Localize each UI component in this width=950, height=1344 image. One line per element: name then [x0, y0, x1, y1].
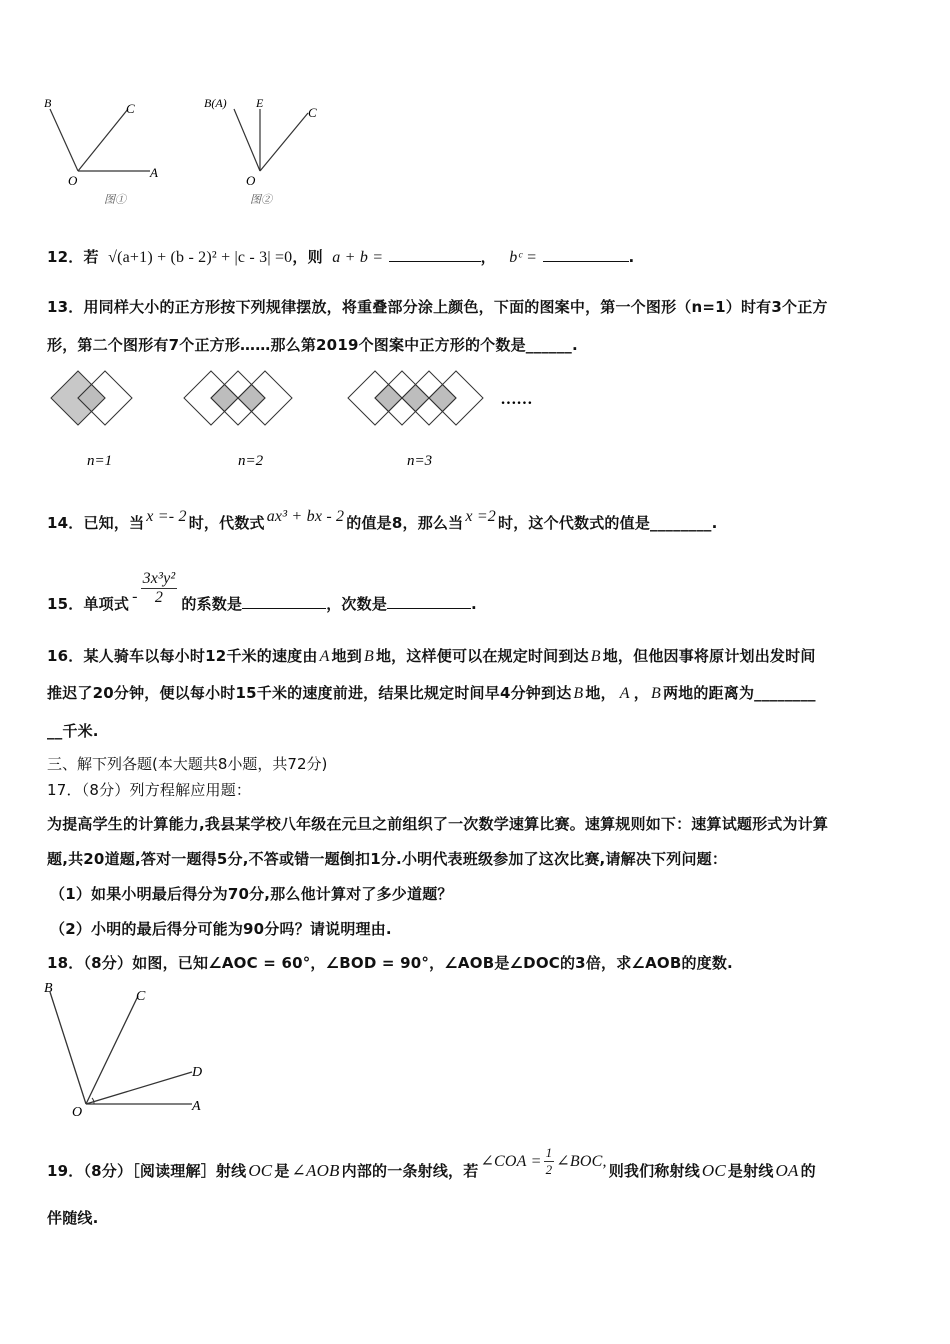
question-18: 18．（8分）如图，已知∠AOC = 60°，∠BOD = 90°，∠AOB是∠DOC的3倍，求∠AOB的度数.	[47, 954, 733, 972]
question-16-line-1	[47, 645, 816, 666]
question-17-sub-2: （2）小明的最后得分可能为90分吗？请说明理由.	[50, 920, 392, 938]
question-13-line-1: 13．用同样大小的正方形按下列规律摆放，将重叠部分涂上颜色，下面的图案中，第一个图形（n=1）时有3个正方	[47, 298, 828, 316]
q15-denominator: 2	[154, 589, 164, 606]
q16-comma: ，	[633, 684, 649, 702]
q15-numerator: 3x³y²	[142, 570, 176, 587]
question-14	[47, 508, 718, 533]
q12-expression-3: bᶜ =	[509, 249, 538, 266]
q18-label-c: C	[136, 989, 146, 1004]
q19-angle-boc: ∠BOC,	[556, 1153, 607, 1170]
q16-text-2a: 推迟了20分钟，便以每小时15千米的速度前进，结果比规定时间早4分钟到达	[47, 684, 572, 702]
question-19-line-1	[47, 1145, 816, 1178]
question-17-body-1: 为提高学生的计算能力,我县某学校八年级在元旦之前组织了一次数学速算比赛。速算规则如下：速算试题形式为计算	[47, 815, 829, 833]
q16-point-a-2: A	[619, 685, 630, 702]
q16-point-a: A	[319, 648, 330, 665]
q18-label-d: D	[192, 1065, 203, 1080]
q12-sep: ，	[480, 248, 496, 266]
fig2-label-c: C	[308, 105, 317, 120]
question-19-line-2: 伴随线.	[47, 1209, 99, 1227]
q15-end: .	[471, 595, 477, 613]
q19-oa: OA	[775, 1161, 799, 1180]
fig2-caption: 图②	[250, 194, 272, 206]
q16-point-b-3: B	[573, 685, 584, 702]
q19-angle-coa: ∠COA =	[480, 1153, 542, 1170]
q19-text-5: 是射线	[727, 1162, 774, 1180]
q19-text-2: 是	[274, 1162, 290, 1180]
q12-end: .	[628, 248, 635, 266]
q16-point-b-2: B	[590, 648, 601, 665]
fig1-label-o: O	[68, 173, 78, 188]
q16-text-1b: 地到	[331, 647, 362, 665]
fig1-label-b: B	[44, 96, 52, 110]
q18-label-b: B	[44, 981, 53, 996]
q14-math-2: ax³ + bx - 2	[266, 508, 345, 525]
q12-answer-blank-2[interactable]	[543, 247, 629, 262]
q19-oc: OC	[248, 1161, 273, 1180]
question-17-title: 17．（8分）列方程解应用题：	[47, 781, 252, 799]
fig2-label-e: E	[256, 96, 264, 110]
q16-text-1d: 地，但他因事将原计划出发时间	[602, 647, 816, 665]
q16-text-1a: 16．某人骑车以每小时12千米的速度由	[47, 647, 318, 665]
q18-label-o: O	[72, 1105, 83, 1118]
label-n1: n=1	[87, 453, 113, 469]
q15-fraction	[141, 570, 178, 607]
question-15	[47, 570, 477, 613]
q16-text-2b: 地，	[585, 684, 616, 702]
q14-math-3: x =2	[465, 508, 497, 525]
q15-answer-blank-2[interactable]	[387, 594, 471, 609]
fig2-label-o: O	[246, 173, 256, 188]
q16-point-b-4: B	[650, 685, 661, 702]
q19-half-num: 1	[545, 1145, 553, 1160]
q19-text-4: 则我们称射线	[608, 1162, 700, 1180]
q12-lead: 若	[83, 248, 99, 266]
q12-answer-blank-1[interactable]	[389, 247, 481, 262]
q15-minus: -	[132, 588, 138, 605]
fig1-label-a: A	[150, 165, 158, 180]
q15-part-3: ，次数是	[326, 595, 388, 613]
question-17-body-2: 题,共20道题,答对一题得5分,不答或错一题倒扣1分.小明代表班级参加了这次比赛,请解决下列问题：	[47, 850, 728, 868]
pattern-n3	[348, 371, 483, 425]
q14-part-3: 的值是8，那么当	[346, 514, 464, 532]
q18-label-a: A	[192, 1099, 201, 1114]
label-n3: n=3	[407, 453, 433, 469]
section-3-heading: 三、解下列各题(本大题共8小题，共72分)	[47, 755, 328, 773]
q12-expression: √(a+1) + (b - 2)² + |c - 3| =0	[108, 249, 293, 266]
q13-patterns	[45, 360, 565, 475]
pattern-ellipsis: ……	[501, 391, 533, 408]
q19-angle-aob: ∠AOB	[291, 1161, 340, 1180]
figure-1	[44, 96, 158, 206]
q14-part-1: 14．已知，当	[47, 514, 145, 532]
q19-text-6: 的	[800, 1162, 816, 1180]
q12-expression-2: a + b =	[332, 249, 384, 266]
label-n2: n=2	[238, 453, 264, 469]
q12-then: ，则	[292, 248, 323, 266]
q18-figure	[42, 978, 212, 1118]
top-figures	[40, 95, 340, 210]
q16-point-b: B	[363, 648, 374, 665]
fig1-label-c: C	[126, 101, 135, 116]
q12-number: 12．	[47, 248, 84, 266]
pattern-n1	[51, 371, 132, 425]
fig1-caption: 图①	[104, 194, 126, 206]
q14-math-1: x =- 2	[146, 508, 187, 525]
q14-part-4: 时，这个代数式的值是________.	[498, 514, 718, 532]
figure-2	[204, 96, 317, 206]
q19-half	[544, 1145, 555, 1178]
q19-text-3: 内部的一条射线，若	[341, 1162, 479, 1180]
q16-text-2c: 两地的距离为________	[662, 684, 816, 702]
q15-answer-blank-1[interactable]	[242, 594, 326, 609]
pattern-n2	[184, 371, 292, 425]
q15-part-2: 的系数是	[181, 595, 243, 613]
q19-oc-2: OC	[701, 1161, 726, 1180]
question-16-line-3: __千米.	[47, 722, 99, 740]
q15-part-1: 15．单项式	[47, 595, 130, 613]
question-16-line-2	[47, 682, 816, 703]
question-13-line-2: 形，第二个图形有7个正方形……那么第2019个图案中正方形的个数是______.	[47, 336, 578, 354]
q16-text-1c: 地，这样便可以在规定时间到达	[375, 647, 589, 665]
fig2-label-ba: B(A)	[204, 96, 227, 110]
question-17-sub-1: （1）如果小明最后得分为70分,那么他计算对了多少道题？	[50, 885, 453, 903]
q19-half-den: 2	[545, 1162, 553, 1177]
q14-part-2: 时，代数式	[188, 514, 265, 532]
q19-text-1: 19．（8分）［阅读理解］射线	[47, 1162, 247, 1180]
question-12	[47, 246, 634, 267]
